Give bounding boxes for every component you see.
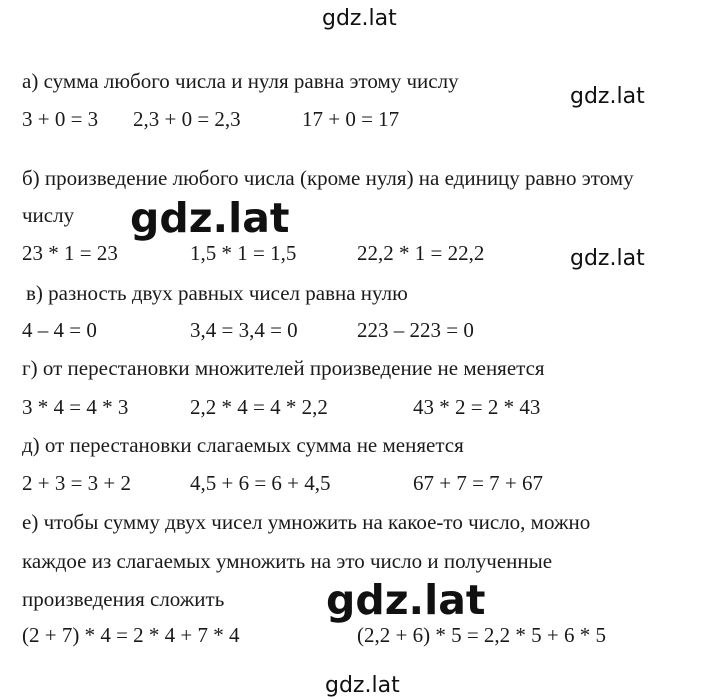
section-v-example-1: 4 – 4 = 0 xyxy=(22,318,97,342)
watermark-bottom: gdz.lat xyxy=(325,673,400,698)
watermark-big-bottom: gdz.lat xyxy=(326,576,486,624)
section-e-text-line1: е) чтобы сумму двух чисел умножить на какое-то число, можно xyxy=(22,510,591,534)
section-d-example-1: 2 + 3 = 3 + 2 xyxy=(22,471,132,495)
section-e-text-line3: произведения сложить xyxy=(22,587,225,611)
section-v-example-2: 3,4 = 3,4 = 0 xyxy=(190,318,298,342)
section-g-example-3: 43 * 2 = 2 * 43 xyxy=(413,395,541,419)
section-g-example-2: 2,2 * 4 = 4 * 2,2 xyxy=(190,395,328,419)
section-e-example-2: (2,2 + 6) * 5 = 2,2 * 5 + 6 * 5 xyxy=(357,623,607,647)
section-b-text-line1: б) произведение любого числа (кроме нуля) на единицу равно этому xyxy=(22,166,634,190)
section-b-example-2: 1,5 * 1 = 1,5 xyxy=(190,241,297,265)
section-a-text: а) сумма любого числа и нуля равна этому числу xyxy=(22,69,459,93)
section-g-example-1: 3 * 4 = 4 * 3 xyxy=(22,395,129,419)
section-a-example-1: 3 + 0 = 3 xyxy=(22,107,99,131)
section-d-text: д) от перестановки слагаемых сумма не меняется xyxy=(22,433,464,457)
section-e-text-line2: каждое из слагаемых умножить на это число и полученные xyxy=(22,549,553,573)
section-b-text-line2: числу xyxy=(22,203,75,227)
watermark-top: gdz.lat xyxy=(322,6,397,31)
section-b-example-1: 23 * 1 = 23 xyxy=(22,241,118,265)
section-e-example-1: (2 + 7) * 4 = 2 * 4 + 7 * 4 xyxy=(22,623,240,647)
section-d-example-2: 4,5 + 6 = 6 + 4,5 xyxy=(190,471,331,495)
watermark-right-upper: gdz.lat xyxy=(570,84,645,109)
section-v-text: в) разность двух равных чисел равна нулю xyxy=(26,281,408,305)
section-g-text: г) от перестановки множителей произведение не меняется xyxy=(22,356,545,380)
section-d-example-3: 67 + 7 = 7 + 67 xyxy=(413,471,544,495)
section-a-example-2: 2,3 + 0 = 2,3 xyxy=(133,107,241,131)
watermark-big-left: gdz.lat xyxy=(130,194,290,242)
section-b-example-3: 22,2 * 1 = 22,2 xyxy=(357,241,485,265)
watermark-right-middle: gdz.lat xyxy=(570,246,645,271)
section-v-example-3: 223 – 223 = 0 xyxy=(357,318,474,342)
section-a-example-3: 17 + 0 = 17 xyxy=(302,107,400,131)
